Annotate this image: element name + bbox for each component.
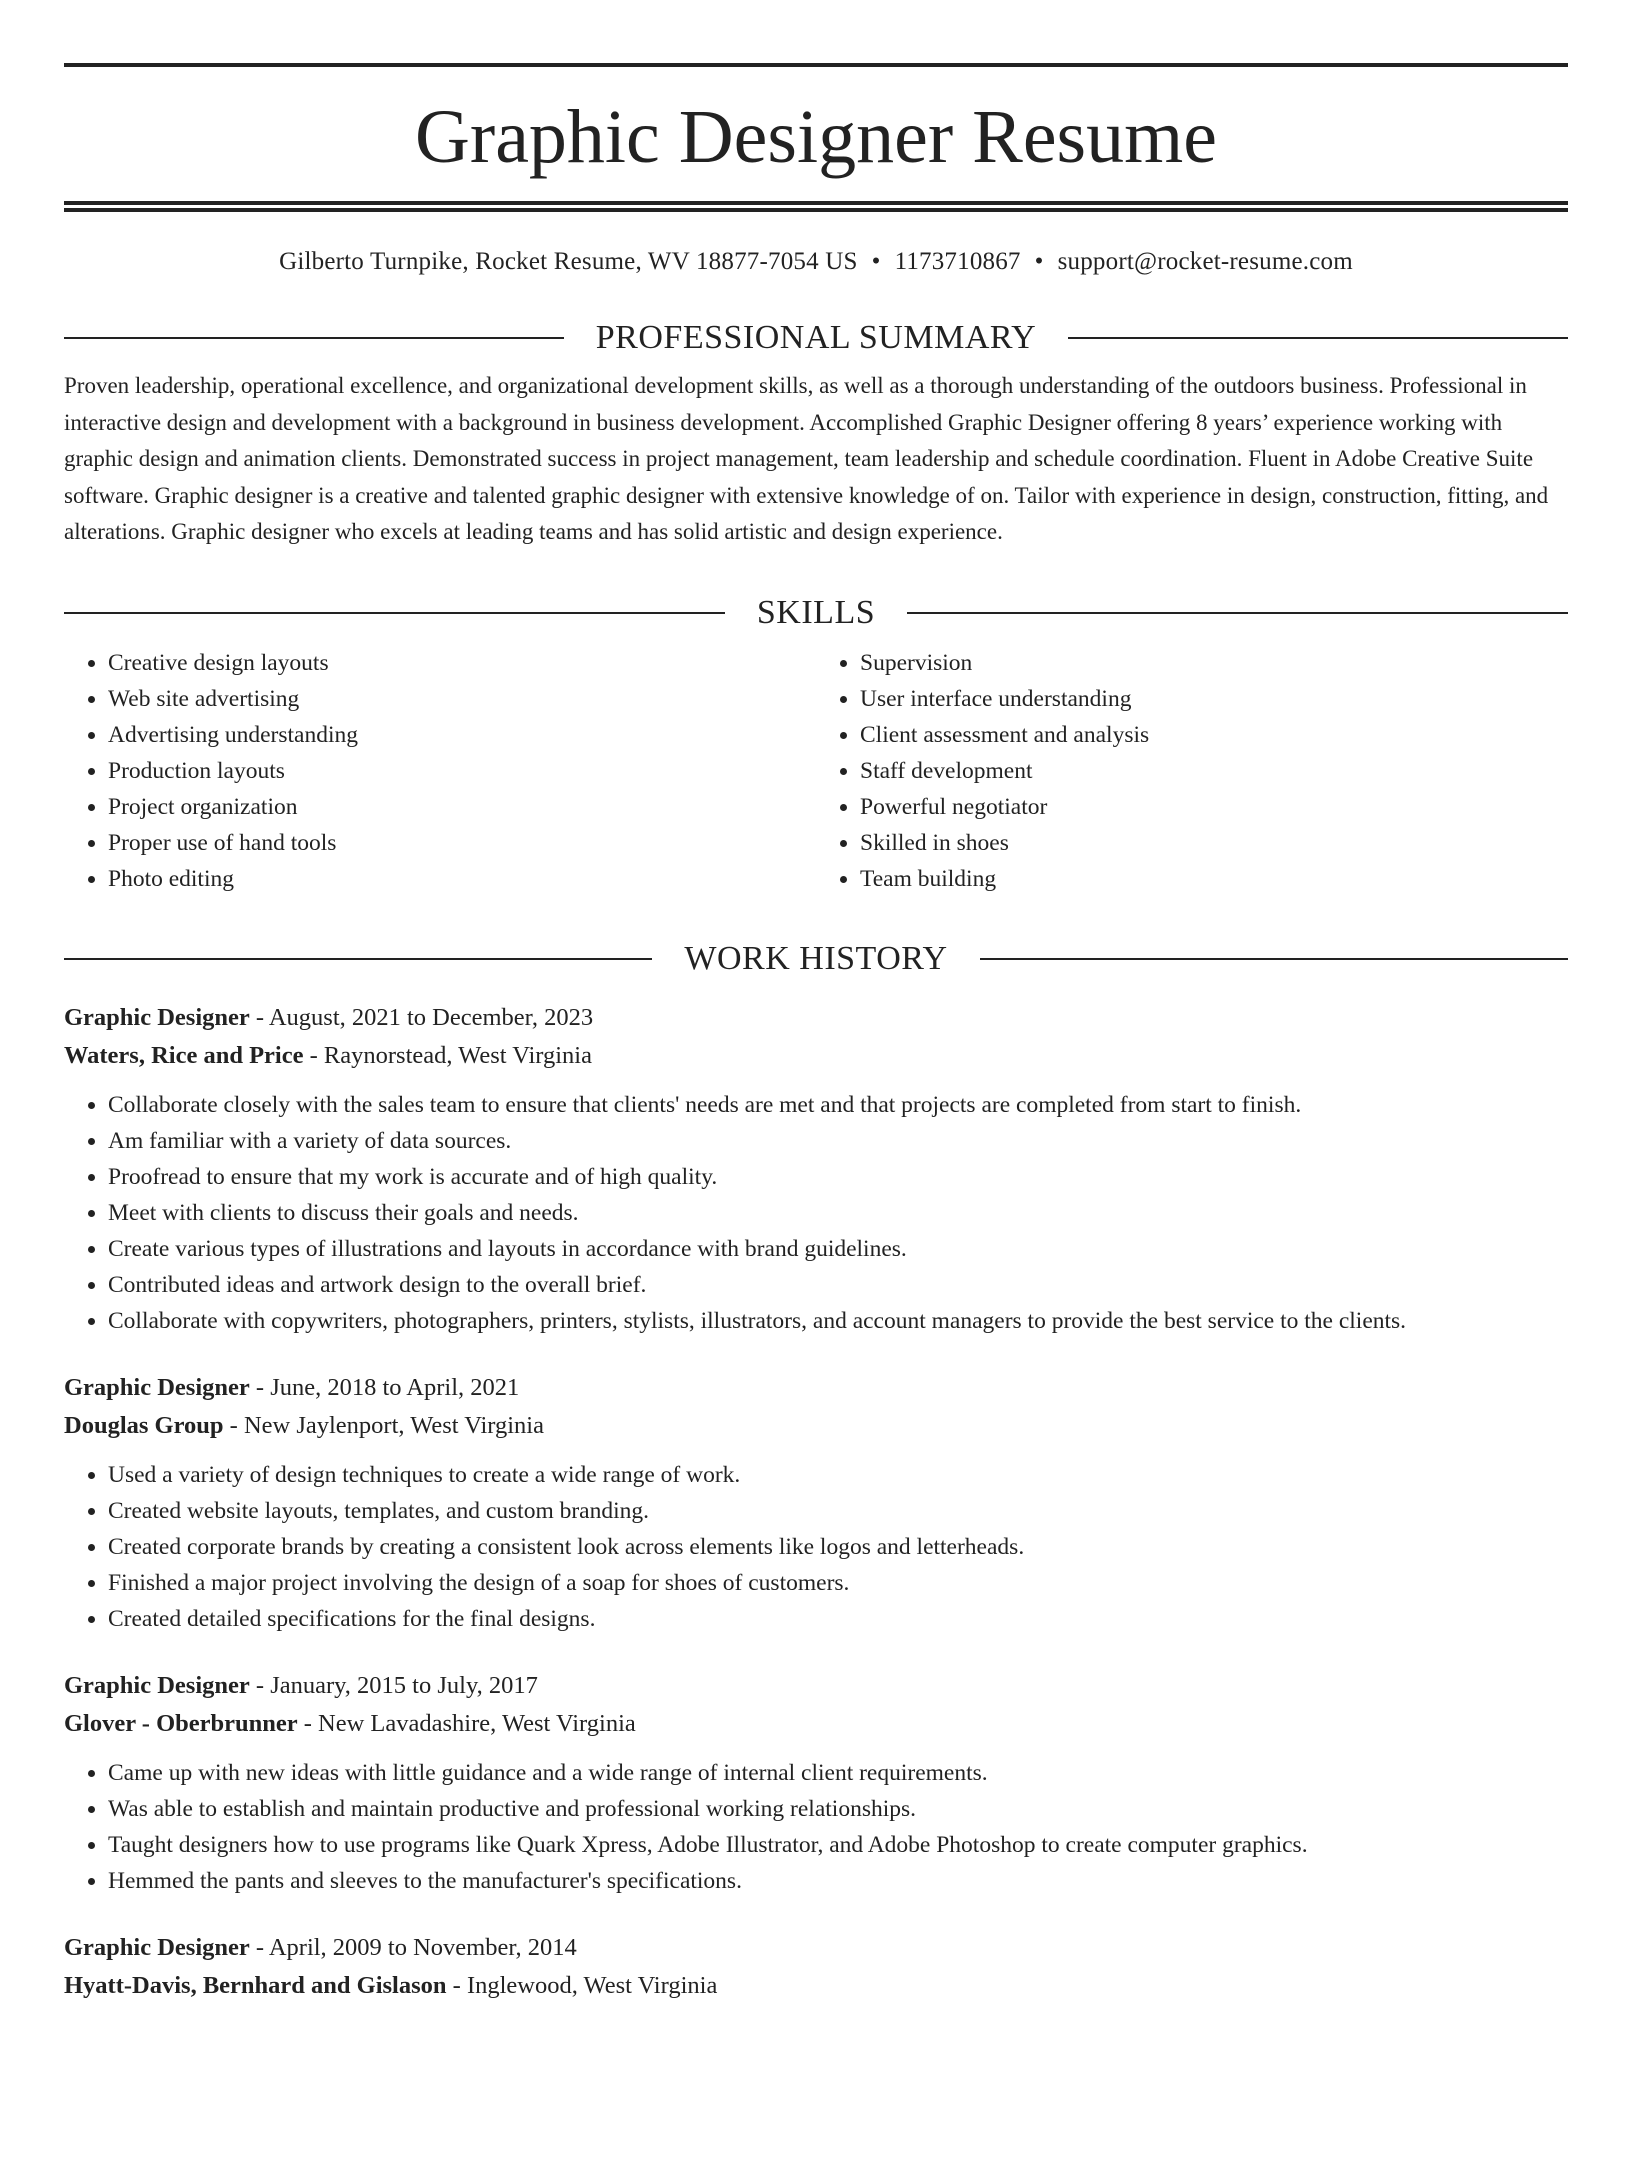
summary-heading [64, 318, 1568, 358]
contact-separator: • [1034, 248, 1044, 275]
skill-item: • Client assessment and analysis [860, 717, 1568, 753]
job-bullet: • Contributed ideas and artwork design to the overall brief. [108, 1267, 1568, 1303]
job-location: - New Lavadashire, West Virginia [297, 1709, 636, 1737]
skill-item: • Advertising understanding [108, 717, 816, 753]
skill-item: • Web site advertising [108, 681, 816, 717]
skill-item: • Staff development [860, 753, 1568, 789]
job-company-line [64, 1967, 1568, 2005]
skills-heading [64, 593, 1568, 633]
job-bullet: • Proofread to ensure that my work is accurate and of high quality. [108, 1159, 1568, 1195]
job-bullet: • Was able to establish and maintain productive and professional working relationships. [108, 1791, 1568, 1827]
job-dates: - June, 2018 to April, 2021 [249, 1373, 520, 1401]
job-bullet: • Collaborate with copywriters, photographers, printers, stylists, illustrators, and account managers to provide the best service to the clients. [108, 1303, 1568, 1339]
job-dates: - January, 2015 to July, 2017 [249, 1671, 538, 1699]
resume-page [0, 63, 1632, 2175]
heading-rule [980, 958, 1568, 960]
skill-item: • Proper use of hand tools [108, 825, 816, 861]
job-company: Waters, Rice and Price [64, 1041, 304, 1069]
job-bullet: • Collaborate closely with the sales team to ensure that clients' needs are met and that projects are completed from start to finish. [108, 1087, 1568, 1123]
work-history [64, 999, 1568, 2005]
job-company: Hyatt-Davis, Bernhard and Gislason [64, 1971, 447, 1999]
contact-email: support@rocket-resume.com [1057, 248, 1353, 275]
job-bullets [64, 1087, 1568, 1339]
job-company: Glover - Oberbrunner [64, 1709, 298, 1737]
job-bullet: • Am familiar with a variety of data sources. [108, 1123, 1568, 1159]
skill-item: • Supervision [860, 645, 1568, 681]
job-bullet: • Created website layouts, templates, and custom branding. [108, 1493, 1568, 1529]
job-location: - Raynorstead, West Virginia [303, 1041, 592, 1069]
contact-phone: 1173710867 [894, 248, 1021, 275]
heading-rule [64, 958, 652, 960]
job-bullet: • Taught designers how to use programs like Quark Xpress, Adobe Illustrator, and Adobe Photoshop to create computer graphics. [108, 1827, 1568, 1863]
job-title-line [64, 1369, 1568, 1407]
summary-text: Proven leadership, operational excellence, and organizational development skills, as well as a thorough understanding of the outdoors business. Professional in interactive design and development with a background in business development. Accomplished Graphic Designer offering 8 years’ experience working with graphic design and animation clients. Demonstrated success in project management, team leadership and schedule coordination. Fluent in Adobe Creative Suite software. Graphic designer is a creative and talented graphic designer with extensive knowledge of on. Tailor with experience in design, construction, fitting, and alterations. Graphic designer who excels at leading teams and has solid artistic and design experience. [64, 373, 1549, 544]
skill-item: • Powerful negotiator [860, 789, 1568, 825]
skills-list [64, 645, 1568, 897]
job-bullet: • Create various types of illustrations and layouts in accordance with brand guidelines. [108, 1231, 1568, 1267]
contact-address: Gilberto Turnpike, Rocket Resume, WV 18877-7054 US [279, 248, 858, 275]
resume-title: Graphic Designer Resume [415, 95, 1217, 179]
job-location: - New Jaylenport, West Virginia [223, 1411, 544, 1439]
job-title-line [64, 999, 1568, 1037]
job-role: Graphic Designer [64, 1933, 250, 1961]
job-company-line [64, 1407, 1568, 1445]
job-location: - Inglewood, West Virginia [446, 1971, 718, 1999]
skill-item: • Skilled in shoes [860, 825, 1568, 861]
top-rule [64, 63, 1568, 67]
skill-item: • Project organization [108, 789, 816, 825]
job-entry [64, 999, 1568, 1339]
job-bullet: • Meet with clients to discuss their goals and needs. [108, 1195, 1568, 1231]
job-company-line [64, 1037, 1568, 1075]
job-title-line [64, 1667, 1568, 1705]
work-heading [64, 939, 1568, 979]
summary-title: PROFESSIONAL SUMMARY [595, 319, 1037, 356]
skill-item: • User interface understanding [860, 681, 1568, 717]
heading-rule [907, 612, 1568, 614]
job-company-line [64, 1705, 1568, 1743]
job-bullet: • Came up with new ideas with little guidance and a wide range of internal client requirements. [108, 1755, 1568, 1791]
skill-item: • Creative design layouts [108, 645, 816, 681]
heading-rule [1068, 337, 1568, 339]
heading-rule [64, 337, 564, 339]
job-bullet: • Created detailed specifications for the final designs. [108, 1601, 1568, 1637]
job-role: Graphic Designer [64, 1003, 250, 1031]
job-entry [64, 1929, 1568, 2005]
skill-item: • Photo editing [108, 861, 816, 897]
job-bullet: • Used a variety of design techniques to create a wide range of work. [108, 1457, 1568, 1493]
work-title: WORK HISTORY [684, 939, 948, 977]
job-entry [64, 1369, 1568, 1637]
job-bullet: • Hemmed the pants and sleeves to the manufacturer's specifications. [108, 1863, 1568, 1899]
job-title-line [64, 1929, 1568, 1967]
job-dates: - August, 2021 to December, 2023 [249, 1003, 594, 1031]
job-bullets [64, 1457, 1568, 1637]
skills-column-left [64, 645, 816, 897]
heading-rule [64, 612, 725, 614]
job-role: Graphic Designer [64, 1671, 250, 1699]
job-bullet: • Finished a major project involving the design of a soap for shoes of customers. [108, 1565, 1568, 1601]
skills-column-right [816, 645, 1568, 897]
contact-line [64, 248, 1568, 276]
skill-item: • Production layouts [108, 753, 816, 789]
skills-title: SKILLS [756, 593, 876, 631]
double-rule [64, 201, 1568, 212]
job-role: Graphic Designer [64, 1373, 250, 1401]
job-dates: - April, 2009 to November, 2014 [249, 1933, 577, 1961]
job-entry [64, 1667, 1568, 1899]
skill-item: • Team building [860, 861, 1568, 897]
contact-separator: • [871, 248, 881, 275]
job-company: Douglas Group [64, 1411, 224, 1439]
job-bullet: • Created corporate brands by creating a consistent look across elements like logos and letterheads. [108, 1529, 1568, 1565]
job-bullets [64, 1755, 1568, 1899]
